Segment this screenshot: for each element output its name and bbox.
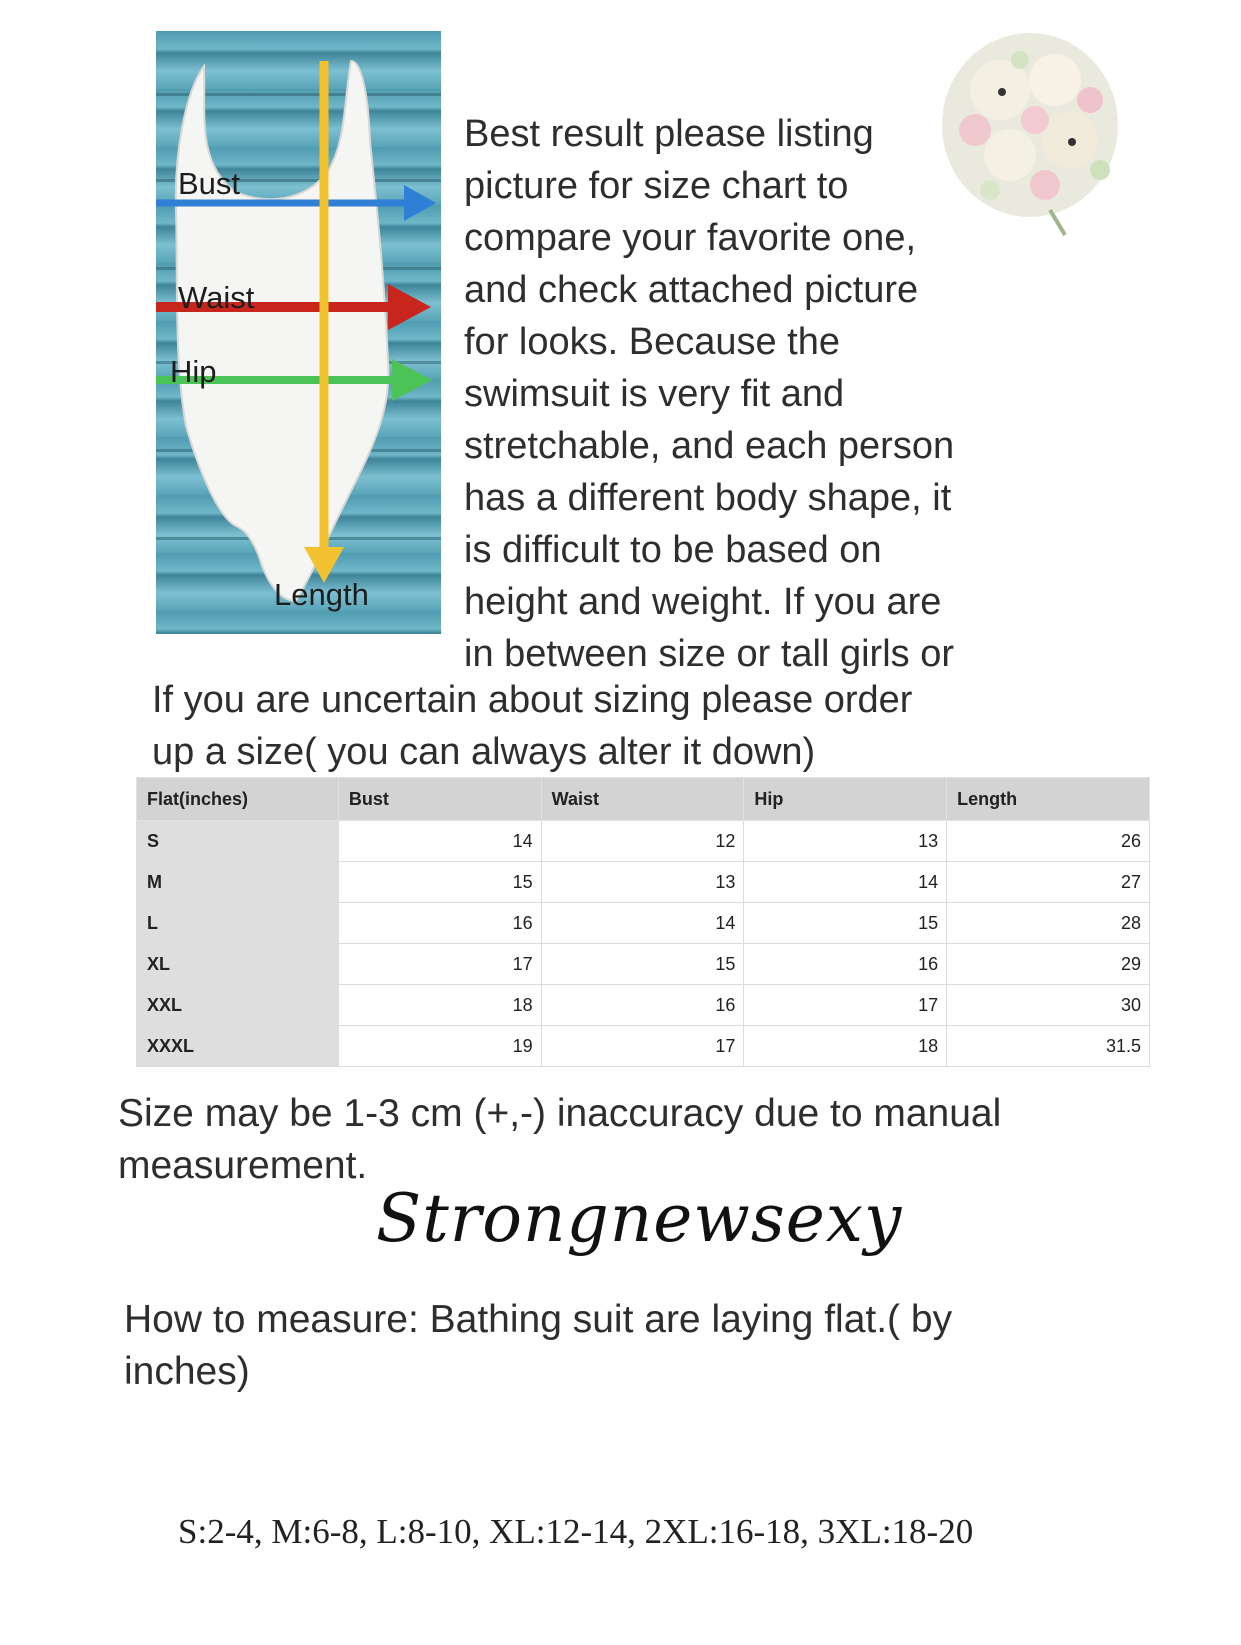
hip-cell: 15 (744, 903, 947, 944)
advice-line: up a size( you can always alter it down) (152, 731, 816, 773)
waist-cell: 14 (541, 903, 744, 944)
intro-line: has a different body shape, it (464, 477, 952, 519)
hip-cell: 16 (744, 944, 947, 985)
size-cell: L (137, 903, 339, 944)
intro-line: is difficult to be based on (464, 529, 882, 571)
bust-cell: 17 (338, 944, 541, 985)
size-cell: S (137, 821, 339, 862)
swimsuit-measurement-diagram (156, 31, 441, 634)
bust-cell: 16 (338, 903, 541, 944)
intro-line: Best result please listing (464, 113, 874, 155)
length-cell: 26 (947, 821, 1150, 862)
length-cell: 27 (947, 862, 1150, 903)
size-cell: XXXL (137, 1026, 339, 1067)
hip-cell: 14 (744, 862, 947, 903)
size-cell: M (137, 862, 339, 903)
accuracy-line: measurement. (118, 1144, 368, 1187)
hip-arrow-head (392, 359, 432, 401)
howto-line: How to measure: Bathing suit are laying flat.( by (124, 1298, 953, 1341)
table-row (137, 862, 1150, 903)
table-row (137, 903, 1150, 944)
size-cell: XL (137, 944, 339, 985)
swimsuit-illustration (156, 31, 441, 634)
length-label: Length (274, 577, 369, 612)
length-cell: 31.5 (947, 1026, 1150, 1067)
hip-label: Hip (170, 354, 217, 389)
header-hip: Hip (744, 778, 947, 821)
bust-cell: 14 (338, 821, 541, 862)
howto-line: inches) (124, 1350, 250, 1393)
table-row (137, 985, 1150, 1026)
bust-cell: 15 (338, 862, 541, 903)
waist-label: Waist (178, 280, 255, 315)
bust-arrow-head (404, 185, 436, 221)
table-row (137, 944, 1150, 985)
hip-cell: 13 (744, 821, 947, 862)
intro-line: picture for size chart to (464, 165, 849, 207)
intro-line: and check attached picture (464, 269, 919, 311)
brand-signature: Strongnewsexy (376, 1180, 903, 1257)
intro-line: swimsuit is very fit and (464, 373, 845, 415)
table-row (137, 1026, 1150, 1067)
table-header-row (137, 778, 1150, 821)
waist-cell: 17 (541, 1026, 744, 1067)
accuracy-note (118, 1088, 1158, 1192)
table-row (137, 821, 1150, 862)
intro-line: stretchable, and each person (464, 425, 955, 467)
intro-line: compare your favorite one, (464, 217, 917, 259)
waist-cell: 12 (541, 821, 744, 862)
header-waist: Waist (541, 778, 744, 821)
size-chart-table (136, 777, 1150, 1067)
intro-paragraph (464, 108, 1084, 680)
hip-cell: 17 (744, 985, 947, 1026)
header-length: Length (947, 778, 1150, 821)
waist-cell: 16 (541, 985, 744, 1026)
waist-cell: 15 (541, 944, 744, 985)
length-cell: 29 (947, 944, 1150, 985)
how-to-measure (124, 1294, 1124, 1398)
bust-cell: 18 (338, 985, 541, 1026)
intro-line: height and weight. If you are (464, 581, 942, 623)
bust-cell: 19 (338, 1026, 541, 1067)
length-cell: 28 (947, 903, 1150, 944)
intro-line: in between size or tall girls or (464, 633, 954, 675)
header-flat-inches: Flat(inches) (137, 778, 339, 821)
header-bust: Bust (338, 778, 541, 821)
length-cell: 30 (947, 985, 1150, 1026)
hip-cell: 18 (744, 1026, 947, 1067)
advice-line: If you are uncertain about sizing please order (152, 679, 913, 721)
intro-line: for looks. Because the (464, 321, 840, 363)
waist-arrow-head (388, 284, 431, 330)
accuracy-line: Size may be 1-3 cm (+,-) inaccuracy due to manual (118, 1092, 1002, 1135)
bust-label: Bust (178, 166, 241, 201)
size-cell: XXL (137, 985, 339, 1026)
us-size-conversion: S:2-4, M:6-8, L:8-10, XL:12-14, 2XL:16-18, 3XL:18-20 (178, 1512, 974, 1551)
sizing-advice (152, 674, 1072, 778)
waist-cell: 13 (541, 862, 744, 903)
